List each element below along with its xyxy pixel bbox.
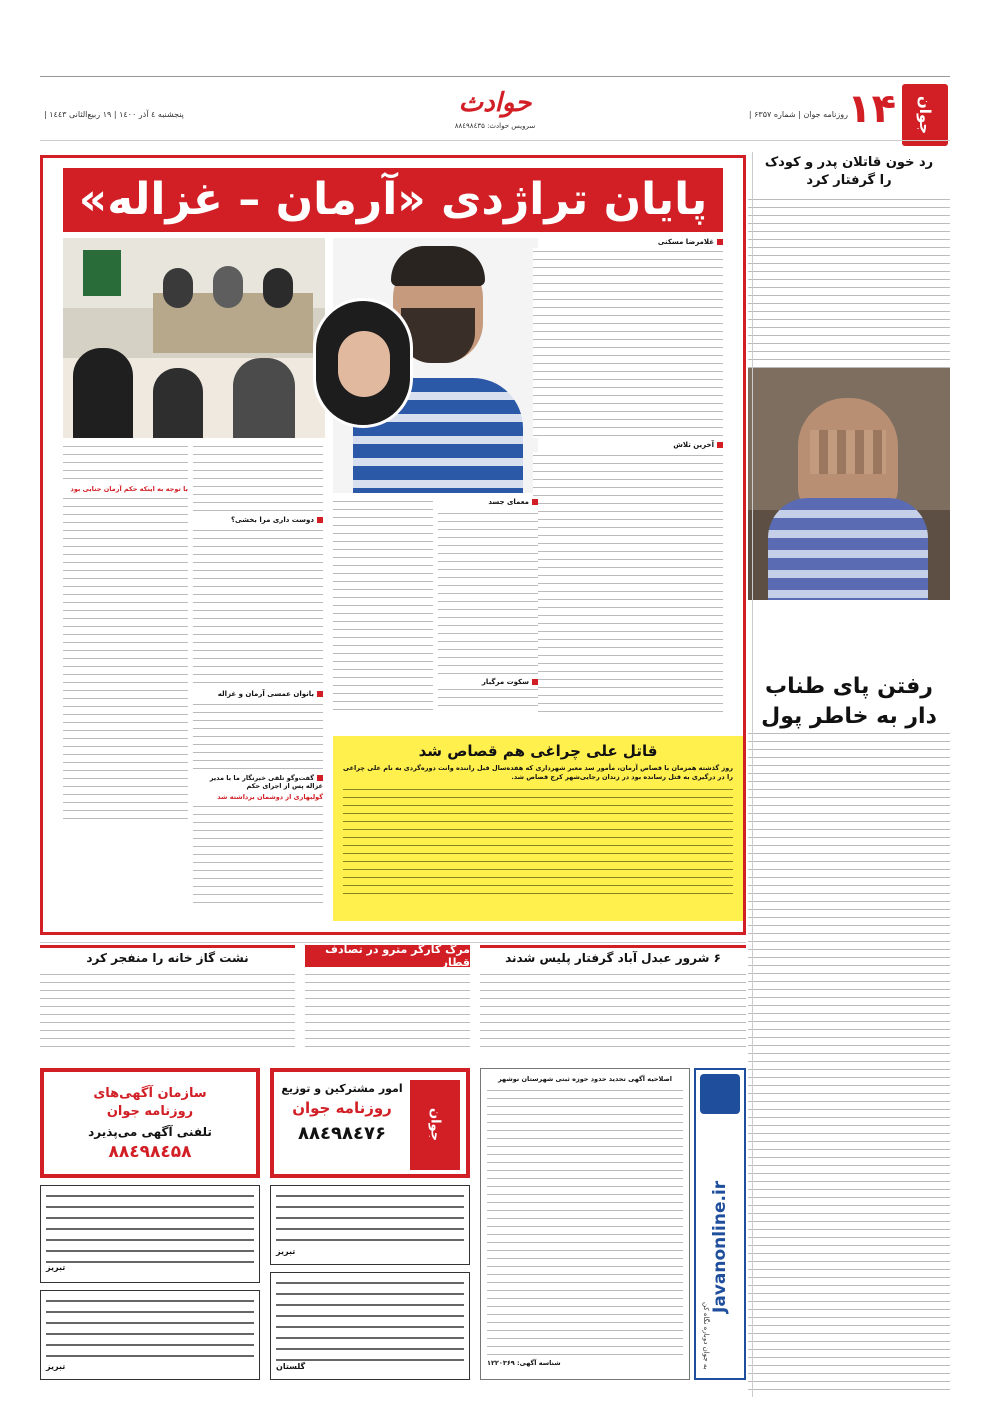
dist-phone: ۸۸٤۹۸٤۷۶: [298, 1123, 386, 1144]
ad-sales-title: سازمان آگهی‌های روزنامه جوان: [93, 1085, 207, 1119]
side-story-1-body: [748, 196, 950, 381]
main-col-4-top: [193, 443, 323, 513]
notice-body: [487, 1087, 683, 1357]
highlight-title: قاتل علی چراغی هم قصاص شد: [418, 742, 658, 760]
main-col-5-body: [63, 495, 188, 825]
lost-doc-3: تبریز: [40, 1290, 260, 1380]
bottom-story-2-body: [305, 971, 470, 1053]
online-logo-badge: [700, 1074, 740, 1114]
quote-2: با توجه به اینکه حکم آرمان جنایی بود: [70, 485, 188, 493]
lost-doc-2: تبریز: [270, 1185, 470, 1265]
bottom-story-1: [40, 945, 295, 1055]
main-col-1-body: [533, 452, 723, 716]
highlight-box: [333, 736, 743, 921]
main-title: پایان تراژدی «آرمان – غزاله»: [78, 174, 708, 225]
dist-sub: روزنامه جوان: [292, 1099, 392, 1117]
ad-sales-phone: ۸۸٤۹۸٤۵۸: [108, 1141, 192, 1162]
subhead-5: بانوان عمسی آرمان و غزاله: [193, 690, 323, 698]
byline: غلامرضا مسکنی: [533, 238, 723, 246]
bottom-story-3-body: [480, 971, 746, 1053]
bottom-story-2-title: مرگ کارگر مترو در تصادف قطار: [305, 945, 470, 967]
main-col-4-bottom: [193, 701, 323, 771]
date-info: پنجشنبه ٤ آذر ۱٤۰۰ | ۱۹ ربیع‌الثانی ۱٤٤۳ |: [44, 110, 184, 119]
subhead-4: دوست داری مرا بخشی؟: [193, 516, 323, 524]
page-number: ۱۴: [847, 86, 896, 132]
quote-1: گولبهاری از دوشمان برداشته شد: [217, 793, 323, 801]
section-phone: سرویس حوادث: ۸۸٤۹۸٤۳۵: [454, 122, 536, 130]
main-col-2: [333, 498, 433, 713]
lost-doc-4: گلستان: [270, 1272, 470, 1380]
distribution-logo: جوان: [410, 1080, 460, 1170]
notice-footer: شناسه آگهی: ۱۲۲۰۳۶۹: [487, 1359, 561, 1367]
main-col-5-top: [63, 443, 188, 483]
subhead-1: آخرین تلاش: [533, 441, 723, 449]
suspect-photo: [748, 368, 950, 600]
bottom-story-3: [480, 945, 746, 1055]
javanonline-banner[interactable]: [694, 1068, 746, 1380]
bottom-story-1-body: [40, 971, 295, 1053]
highlight-body: [343, 786, 733, 896]
subhead-6: گفت‌وگو تلقی خبرنگار ما با مدیر غزاله پس از اجرای حکم: [209, 774, 323, 790]
main-title-banner: [63, 168, 723, 232]
main-col-4-mid: [193, 527, 323, 687]
masthead-logo[interactable]: جوان: [902, 84, 948, 146]
blur-mask: [810, 430, 886, 474]
online-tag: به جوان دوباره نگاه کن: [702, 1302, 710, 1370]
side-story-1: [748, 152, 950, 729]
dist-title: امور مشترکین و توزیع: [281, 1082, 403, 1095]
main-col-1-lead: [533, 248, 723, 438]
victim-portrait-photo: [313, 298, 413, 428]
ad-sales-sub: تلفنی آگهی می‌پذیرد: [88, 1124, 212, 1139]
official-notice: [480, 1068, 690, 1380]
highlight-lead: روز گذشته همزمان با قصاص آرمان، مأمور سد معبر شهرداری که هفده‌سال قبل راننده وانت دوره‌گردی به نام علی چراغی را در درگیری به قتل رسانده بود در زندان رجایی‌شهر کرج قصاص شد.: [343, 764, 733, 781]
lost-doc-1: تبریز: [40, 1185, 260, 1283]
bottom-story-2: [305, 945, 470, 1055]
issue-info: روزنامه جوان | شماره ۶۳۵۷ |: [748, 110, 848, 119]
side-story-2-body: [748, 730, 950, 1395]
subhead-2: معمای جسد: [438, 498, 538, 506]
section-title: حوادث: [458, 88, 532, 118]
online-brand: Javanonline.ir: [710, 1180, 730, 1314]
subhead-3: سکوت مرگبار: [438, 678, 538, 686]
court-meeting-photo: [63, 238, 325, 438]
bottom-story-3-title: ۶ شرور عبدل آباد گرفتار پلیس شدند: [480, 945, 746, 967]
side-story-1-title: رد خون قاتلان پدر و کودک را گرفتار کرد: [764, 155, 934, 188]
bottom-story-1-title: نشت گاز خانه را منفجر کرد: [40, 945, 295, 967]
main-story-box: [40, 155, 746, 935]
ad-sales-box[interactable]: [40, 1068, 260, 1178]
side-story-2-title: رفتن پای طناب دار به خاطر پول: [761, 674, 937, 729]
ad-distribution-box[interactable]: [270, 1068, 470, 1178]
notice-title: اصلاحیه آگهی تحدید حدود حوزه ثبتی شهرستان نوشهر: [498, 1075, 672, 1083]
main-col-4-end: [193, 803, 323, 903]
